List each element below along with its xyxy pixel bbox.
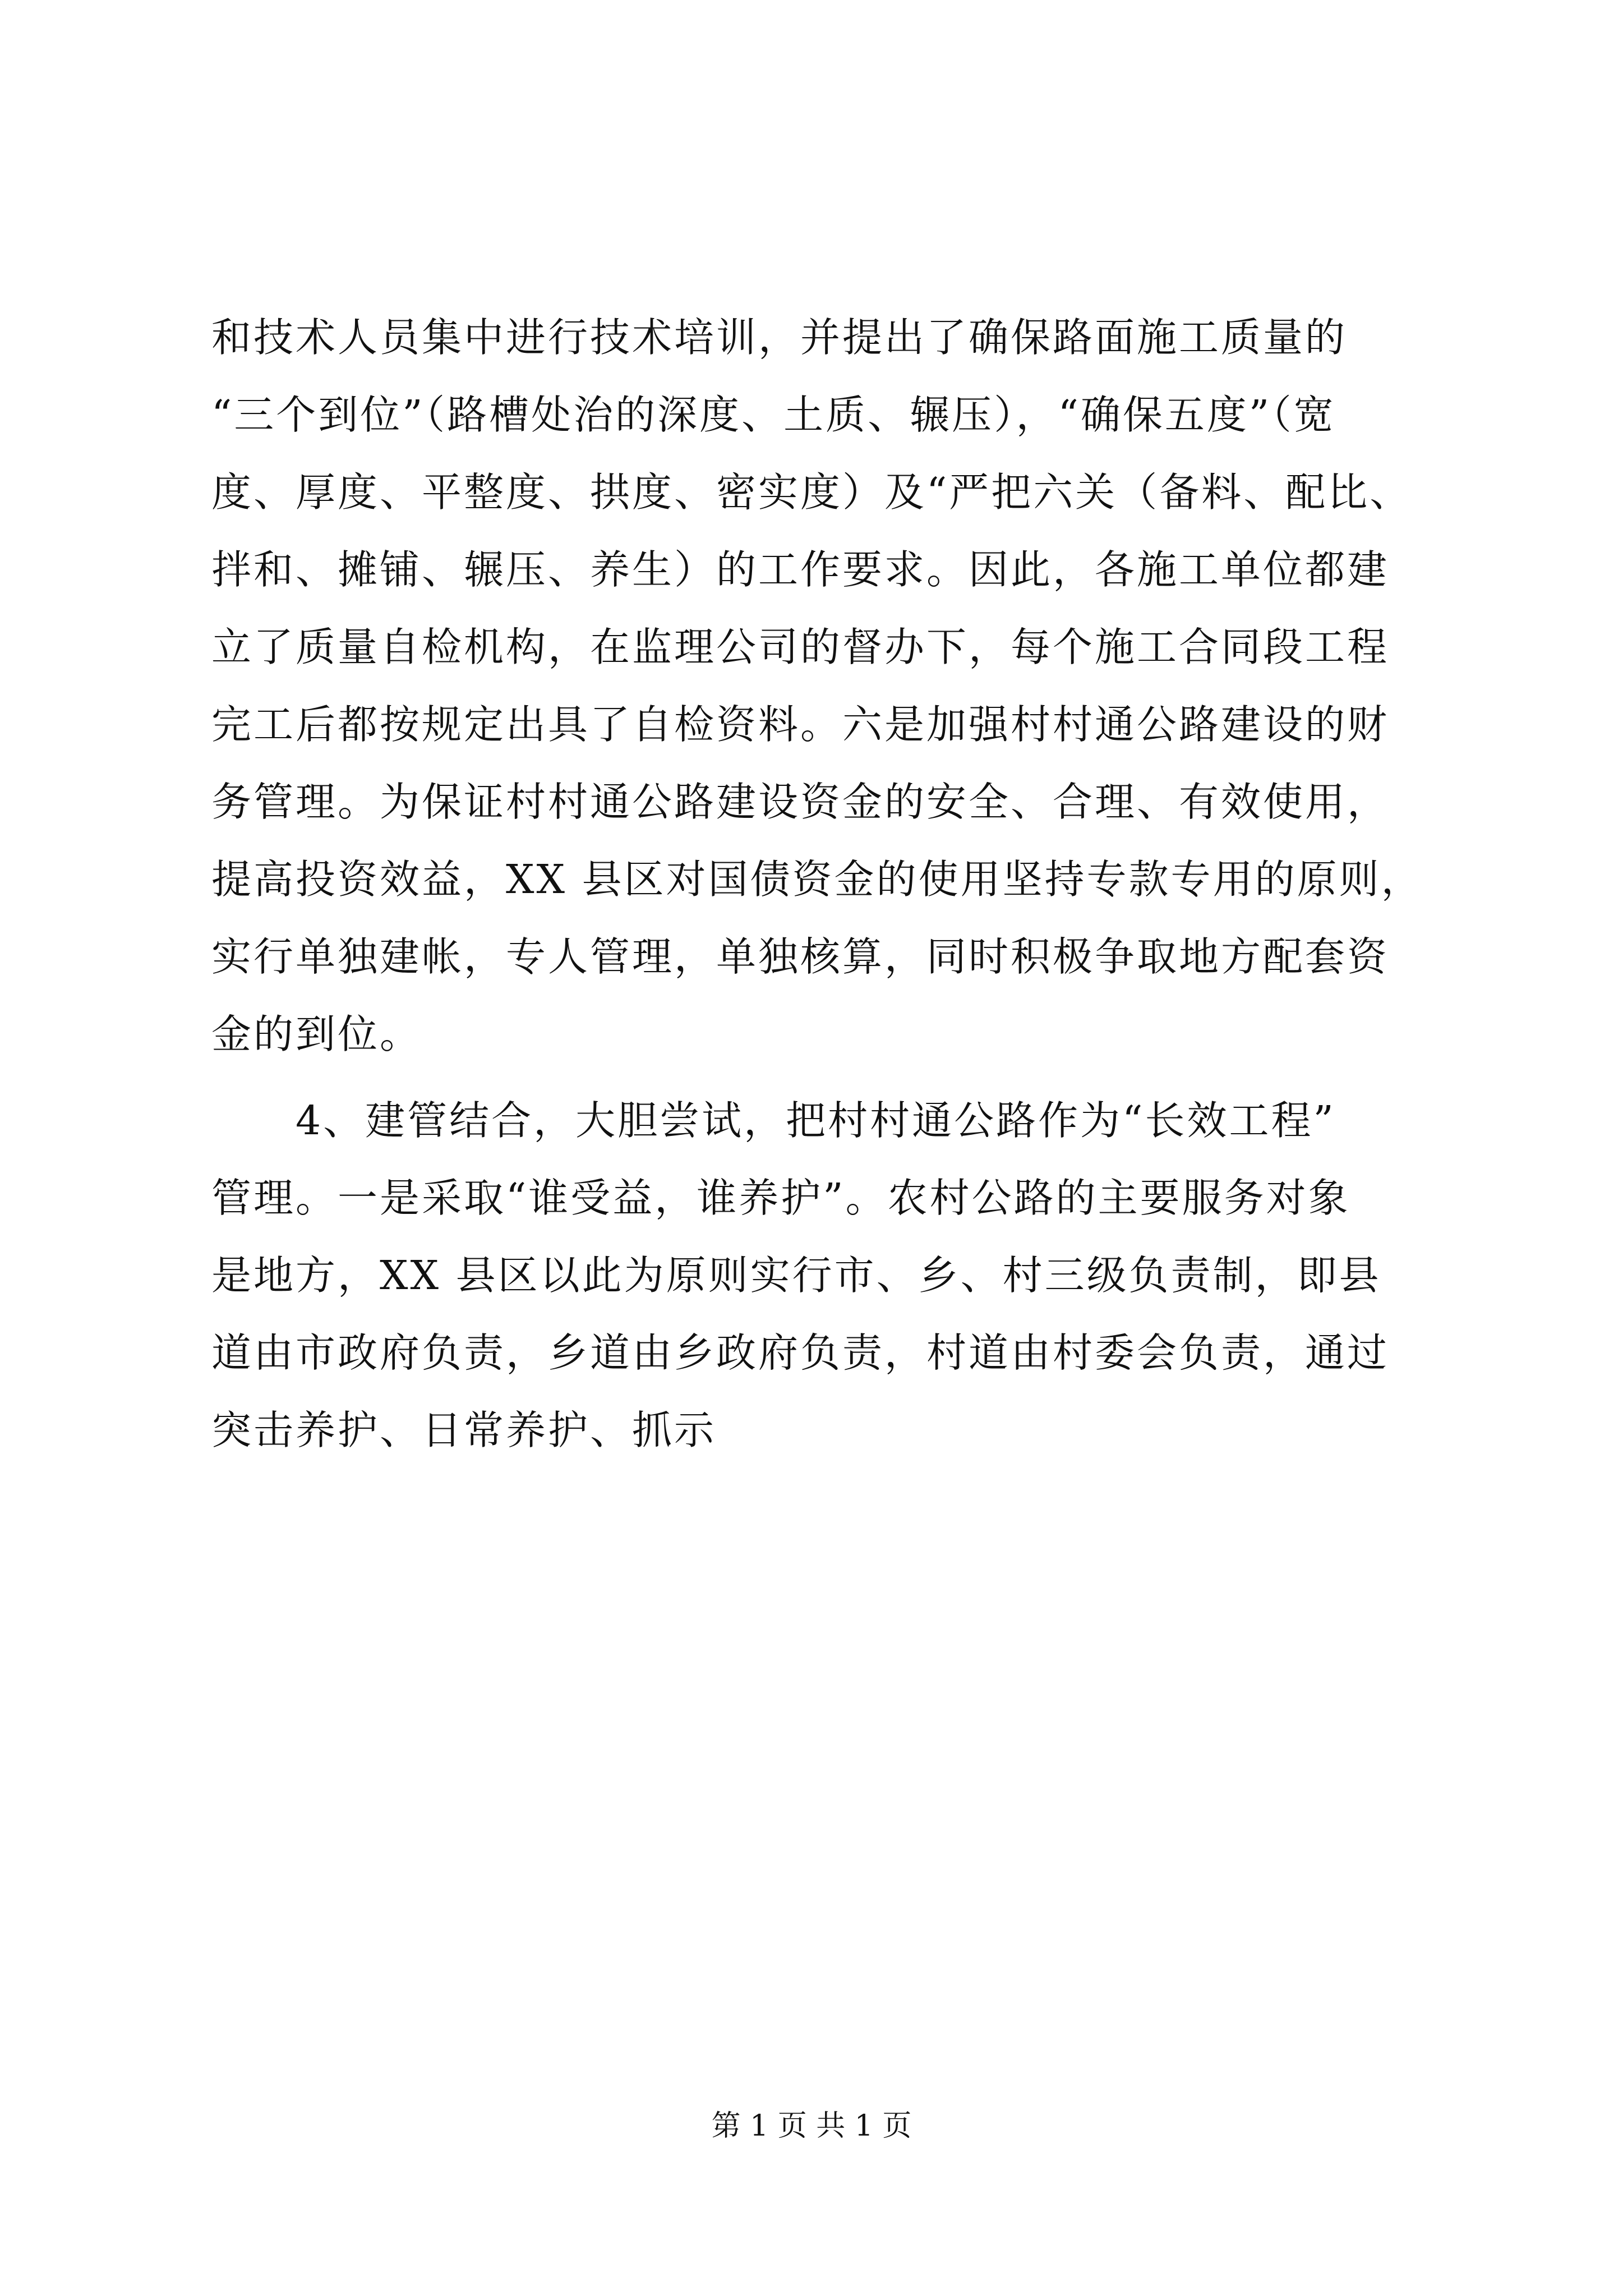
paragraph-1-line-2: “三个到位”（路槽处治的深度、土质、辗压），“确保五度”（宽 (211, 392, 1336, 438)
paragraph-1-line-4: 拌和、摊铺、辗压、养生）的工作要求。因此，各施工单位都建 (211, 546, 1390, 593)
paragraph-1-line-5: 立了质量自检机构，在监理公司的督办下，每个施工合同段工程 (211, 624, 1390, 670)
paragraph-2-line-4: 道由市政府负责，乡道由乡政府负责，村道由村委会负责，通过 (211, 1329, 1390, 1376)
paragraph-2-line-2: 管理。一是采取“谁受益，谁养护”。农村公路的主要服务对象 (211, 1175, 1350, 1221)
paragraph-1-line-7: 务管理。为保证村村通公路建设资金的安全、合理、有效使用， (211, 779, 1390, 825)
paragraph-2-line-5: 突击养护、日常养护、抓示 (211, 1407, 717, 1453)
paragraph-2-line-1: 4、建管结合，大胆尝试，把村村通公路作为“长效工程” (296, 1097, 1336, 1144)
paragraph-1-line-8: 提高投资效益，XX 县区对国债资金的使用坚持专款专用的原则， (211, 856, 1423, 903)
page-footer: 第 1 页 共 1 页 (711, 2109, 912, 2143)
paragraph-2-line-3: 是地方，XX 县区以此为原则实行市、乡、村三级负责制，即县 (211, 1252, 1381, 1299)
paragraph-1-line-10: 金的到位。 (211, 1011, 422, 1057)
paragraph-1-line-9: 实行单独建帐，专人管理，单独核算，同时积极争取地方配套资 (211, 933, 1390, 980)
paragraph-1-line-6: 完工后都按规定出具了自检资料。六是加强村村通公路建设的财 (211, 701, 1390, 748)
paragraph-1-line-1: 和技术人员集中进行技术培训，并提出了确保路面施工质量的 (211, 314, 1348, 361)
paragraph-1-line-3: 度、厚度、平整度、拱度、密实度）及“严把六关（备料、配比、 (211, 469, 1412, 516)
